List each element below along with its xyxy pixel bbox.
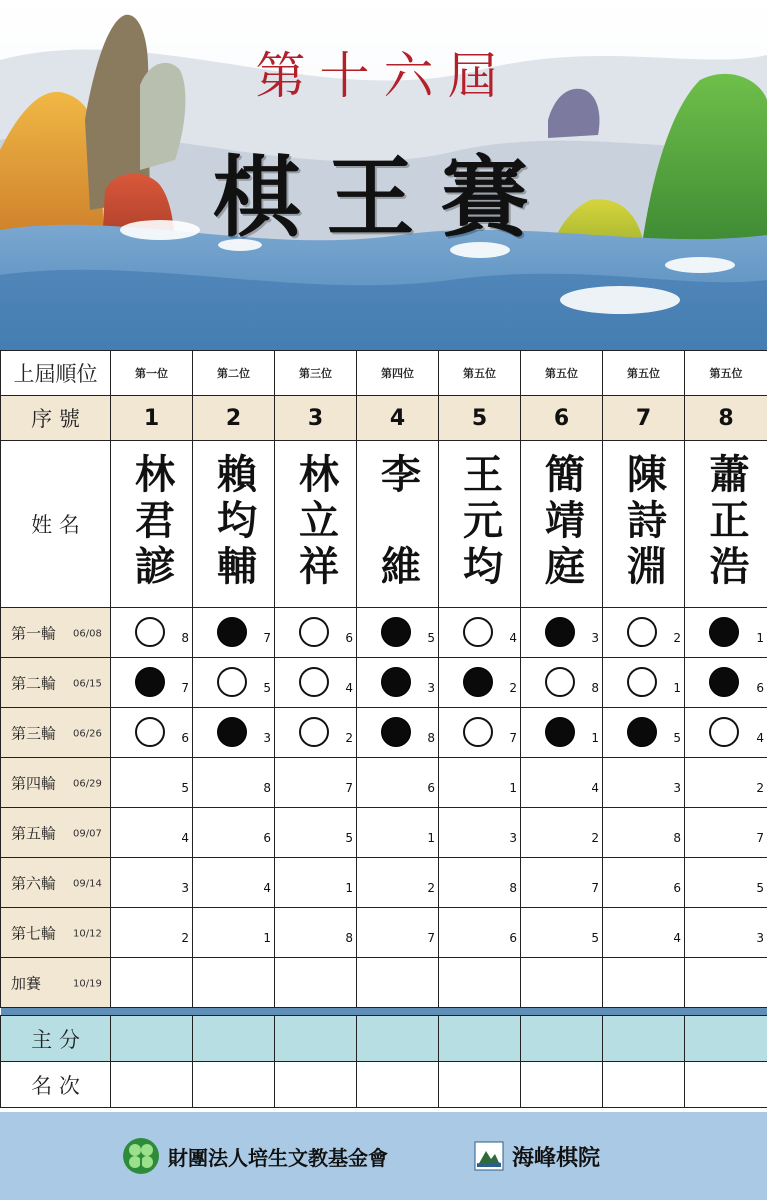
previous-rank-cell: 第五位 — [439, 351, 521, 396]
game-cell[interactable] — [193, 958, 275, 1008]
opponent-number: 6 — [756, 681, 764, 695]
place-row — [1, 1062, 767, 1108]
game-cell[interactable] — [111, 608, 193, 658]
seq-cell: 4 — [357, 396, 439, 441]
game-cell[interactable] — [357, 708, 439, 758]
player-name: 林立祥 — [292, 453, 340, 591]
game-cell[interactable] — [685, 758, 767, 808]
game-cell[interactable] — [357, 658, 439, 708]
opponent-number: 4 — [345, 681, 353, 695]
place-cell[interactable] — [275, 1062, 357, 1108]
white-stone-icon — [709, 717, 739, 747]
opponent-number: 1 — [345, 881, 353, 895]
game-cell[interactable] — [275, 958, 357, 1008]
black-stone-icon — [381, 717, 411, 747]
game-cell[interactable] — [357, 808, 439, 858]
black-stone-icon — [135, 667, 165, 697]
black-stone-icon — [709, 617, 739, 647]
game-cell[interactable] — [193, 658, 275, 708]
game-cell[interactable] — [521, 908, 603, 958]
round-date: 10/12 — [73, 928, 102, 940]
score-cell[interactable] — [521, 1016, 603, 1062]
game-cell[interactable] — [439, 608, 521, 658]
opponent-number: 6 — [673, 881, 681, 895]
game-cell[interactable] — [439, 958, 521, 1008]
round-date: 06/15 — [73, 678, 102, 690]
round-date: 09/07 — [73, 828, 102, 840]
opponent-number: 7 — [181, 681, 189, 695]
opponent-number: 1 — [427, 831, 435, 845]
round-name: 第五輪 — [11, 824, 57, 842]
player-name-cell — [439, 441, 521, 608]
opponent-number: 2 — [673, 631, 681, 645]
round-label — [1, 858, 111, 908]
previous-rank-label: 上屆順位 — [1, 351, 111, 396]
game-cell[interactable] — [275, 658, 357, 708]
academy-logo — [474, 1112, 600, 1200]
game-cell[interactable] — [439, 658, 521, 708]
opponent-number: 5 — [181, 781, 189, 795]
opponent-number: 8 — [591, 681, 599, 695]
name-label: 姓 名 — [1, 441, 111, 608]
round-row — [1, 808, 767, 858]
place-cell[interactable] — [521, 1062, 603, 1108]
white-stone-icon — [299, 667, 329, 697]
game-cell[interactable] — [603, 908, 685, 958]
opponent-number: 4 — [263, 881, 271, 895]
opponent-number: 8 — [181, 631, 189, 645]
player-name: 蕭正浩 — [703, 453, 750, 591]
white-stone-icon — [135, 717, 165, 747]
game-cell[interactable] — [521, 658, 603, 708]
opponent-number: 8 — [509, 881, 517, 895]
opponent-number: 7 — [509, 731, 517, 745]
previous-rank-cell: 第三位 — [275, 351, 357, 396]
previous-rank-cell: 第五位 — [685, 351, 767, 396]
previous-rank-row — [1, 351, 767, 396]
opponent-number: 8 — [263, 781, 271, 795]
foundation-name: 財團法人培生文教基金會 — [168, 1145, 388, 1170]
place-cell[interactable] — [193, 1062, 275, 1108]
game-cell[interactable] — [603, 958, 685, 1008]
game-cell[interactable] — [521, 808, 603, 858]
round-row — [1, 608, 767, 658]
score-cell[interactable] — [603, 1016, 685, 1062]
round-name: 加賽 — [11, 974, 42, 992]
game-cell[interactable] — [111, 808, 193, 858]
opponent-number: 5 — [345, 831, 353, 845]
game-cell[interactable] — [521, 758, 603, 808]
round-date: 06/26 — [73, 728, 102, 740]
game-cell[interactable] — [521, 958, 603, 1008]
seq-row — [1, 396, 767, 441]
player-name: 林君諺 — [128, 453, 176, 591]
place-label: 名 次 — [1, 1062, 111, 1108]
round-label — [1, 708, 111, 758]
game-cell[interactable] — [357, 908, 439, 958]
round-label — [1, 908, 111, 958]
seq-label — [1, 396, 111, 441]
white-stone-icon — [627, 617, 657, 647]
player-name-cell — [357, 441, 439, 608]
opponent-number: 2 — [756, 781, 764, 795]
game-cell[interactable] — [685, 908, 767, 958]
game-cell[interactable] — [685, 958, 767, 1008]
place-cell[interactable] — [685, 1062, 767, 1108]
opponent-number: 1 — [263, 931, 271, 945]
game-cell[interactable] — [603, 708, 685, 758]
opponent-number: 3 — [263, 731, 271, 745]
opponent-number: 1 — [509, 781, 517, 795]
opponent-number: 3 — [509, 831, 517, 845]
opponent-number: 7 — [345, 781, 353, 795]
opponent-number: 3 — [181, 881, 189, 895]
white-stone-icon — [463, 717, 493, 747]
round-name: 第四輪 — [11, 774, 57, 792]
round-name: 第一輪 — [11, 624, 57, 642]
opponent-number: 4 — [756, 731, 764, 745]
game-cell[interactable] — [685, 858, 767, 908]
game-cell[interactable] — [603, 858, 685, 908]
game-cell[interactable] — [439, 858, 521, 908]
tournament-board — [0, 350, 767, 1112]
black-stone-icon — [381, 667, 411, 697]
academy-name: 海峰棋院 — [512, 1144, 601, 1171]
opponent-number: 4 — [591, 781, 599, 795]
white-stone-icon — [217, 667, 247, 697]
game-cell[interactable] — [357, 958, 439, 1008]
round-row — [1, 958, 767, 1008]
opponent-number: 8 — [427, 731, 435, 745]
opponent-number: 3 — [756, 931, 764, 945]
previous-rank-cell: 第五位 — [521, 351, 603, 396]
opponent-number: 6 — [509, 931, 517, 945]
game-cell[interactable] — [193, 758, 275, 808]
player-name: 賴均輔 — [210, 453, 258, 591]
game-cell[interactable] — [685, 808, 767, 858]
place-cell[interactable] — [439, 1062, 521, 1108]
player-name: 簡靖庭 — [538, 453, 586, 591]
round-date: 09/14 — [73, 878, 102, 890]
opponent-number: 2 — [427, 881, 435, 895]
seq-cell: 1 — [111, 396, 193, 441]
game-cell[interactable] — [357, 858, 439, 908]
white-stone-icon — [299, 617, 329, 647]
game-cell[interactable] — [439, 808, 521, 858]
opponent-number: 2 — [509, 681, 517, 695]
opponent-number: 2 — [345, 731, 353, 745]
game-cell[interactable] — [275, 758, 357, 808]
white-stone-icon — [299, 717, 329, 747]
opponent-number: 7 — [427, 931, 435, 945]
score-label: 主 分 — [1, 1016, 111, 1062]
game-cell[interactable] — [111, 858, 193, 908]
previous-rank-cell: 第四位 — [357, 351, 439, 396]
game-cell[interactable] — [439, 708, 521, 758]
previous-rank-cell: 第五位 — [603, 351, 685, 396]
clover-icon — [122, 1137, 160, 1175]
opponent-number: 5 — [756, 881, 764, 895]
opponent-number: 7 — [756, 831, 764, 845]
game-cell[interactable] — [111, 908, 193, 958]
score-cell[interactable] — [439, 1016, 521, 1062]
player-name: 陳詩淵 — [620, 453, 668, 591]
opponent-number: 1 — [591, 731, 599, 745]
round-label — [1, 658, 111, 708]
black-stone-icon — [381, 617, 411, 647]
place-cell[interactable] — [603, 1062, 685, 1108]
edition-title: 第十六屆 — [255, 47, 512, 105]
game-cell[interactable] — [521, 708, 603, 758]
game-cell[interactable] — [685, 608, 767, 658]
game-cell[interactable] — [521, 858, 603, 908]
game-cell[interactable] — [357, 758, 439, 808]
round-row — [1, 908, 767, 958]
game-cell[interactable] — [685, 708, 767, 758]
game-cell[interactable] — [193, 908, 275, 958]
game-cell[interactable] — [357, 608, 439, 658]
white-stone-icon — [135, 617, 165, 647]
opponent-number: 7 — [591, 881, 599, 895]
opponent-number: 5 — [427, 631, 435, 645]
round-name: 第二輪 — [11, 674, 57, 692]
score-cell[interactable] — [275, 1016, 357, 1062]
opponent-number: 4 — [181, 831, 189, 845]
opponent-number: 3 — [591, 631, 599, 645]
previous-rank-cell: 第一位 — [111, 351, 193, 396]
round-label — [1, 608, 111, 658]
score-row — [1, 1016, 767, 1062]
seq-cell: 3 — [275, 396, 357, 441]
foundation-logo — [122, 1112, 388, 1200]
game-cell[interactable] — [193, 608, 275, 658]
opponent-number: 5 — [673, 731, 681, 745]
round-name: 第七輪 — [11, 924, 57, 942]
round-label — [1, 758, 111, 808]
banner — [0, 0, 767, 350]
mountain-logo-icon — [474, 1141, 504, 1171]
player-name: 王元均 — [456, 453, 504, 591]
round-date: 10/19 — [73, 978, 102, 990]
opponent-number: 8 — [345, 931, 353, 945]
game-cell[interactable] — [275, 908, 357, 958]
round-row — [1, 708, 767, 758]
opponent-number: 6 — [181, 731, 189, 745]
score-cell[interactable] — [685, 1016, 767, 1062]
score-cell[interactable] — [357, 1016, 439, 1062]
player-name-cell — [193, 441, 275, 608]
player-name-cell — [685, 441, 767, 608]
opponent-number: 2 — [181, 931, 189, 945]
round-date: 06/29 — [73, 778, 102, 790]
round-name: 第六輪 — [11, 874, 57, 892]
player-name-cell — [603, 441, 685, 608]
game-cell[interactable] — [193, 708, 275, 758]
seq-label-text: 序 號 — [31, 407, 80, 431]
game-cell[interactable] — [521, 608, 603, 658]
white-stone-icon — [545, 667, 575, 697]
game-cell[interactable] — [111, 758, 193, 808]
game-cell[interactable] — [685, 658, 767, 708]
place-cell[interactable] — [357, 1062, 439, 1108]
black-stone-icon — [463, 667, 493, 697]
opponent-number: 4 — [673, 931, 681, 945]
opponent-number: 7 — [263, 631, 271, 645]
score-cell[interactable] — [111, 1016, 193, 1062]
game-cell[interactable] — [111, 958, 193, 1008]
section-divider — [1, 1008, 767, 1016]
game-cell[interactable] — [111, 658, 193, 708]
name-row — [1, 441, 767, 608]
game-cell[interactable] — [603, 808, 685, 858]
pairing-table — [0, 350, 767, 1108]
place-cell[interactable] — [111, 1062, 193, 1108]
section-divider-bar — [1, 1008, 767, 1016]
black-stone-icon — [627, 717, 657, 747]
game-cell[interactable] — [439, 908, 521, 958]
seq-cell: 7 — [603, 396, 685, 441]
opponent-number: 6 — [345, 631, 353, 645]
seq-cell: 6 — [521, 396, 603, 441]
opponent-number: 3 — [427, 681, 435, 695]
game-cell[interactable] — [193, 808, 275, 858]
game-cell[interactable] — [111, 708, 193, 758]
player-name-cell — [111, 441, 193, 608]
player-name: 李 維 — [374, 453, 422, 591]
footer — [0, 1112, 767, 1200]
opponent-number: 8 — [673, 831, 681, 845]
round-row — [1, 658, 767, 708]
game-cell[interactable] — [603, 608, 685, 658]
game-cell[interactable] — [603, 758, 685, 808]
white-stone-icon — [463, 617, 493, 647]
game-cell[interactable] — [275, 858, 357, 908]
round-date: 06/08 — [73, 628, 102, 640]
tournament-title: 棋王賽 — [212, 145, 555, 249]
opponent-number: 1 — [756, 631, 764, 645]
player-name-cell — [521, 441, 603, 608]
seq-cell: 2 — [193, 396, 275, 441]
seq-cell: 8 — [685, 396, 767, 441]
opponent-number: 4 — [509, 631, 517, 645]
seq-cell: 5 — [439, 396, 521, 441]
score-cell[interactable] — [193, 1016, 275, 1062]
game-cell[interactable] — [275, 608, 357, 658]
round-label — [1, 808, 111, 858]
game-cell[interactable] — [439, 758, 521, 808]
black-stone-icon — [545, 717, 575, 747]
opponent-number: 2 — [591, 831, 599, 845]
previous-rank-cell: 第二位 — [193, 351, 275, 396]
black-stone-icon — [709, 667, 739, 697]
game-cell[interactable] — [193, 858, 275, 908]
round-row — [1, 758, 767, 808]
round-row — [1, 858, 767, 908]
black-stone-icon — [217, 617, 247, 647]
game-cell[interactable] — [275, 708, 357, 758]
black-stone-icon — [545, 617, 575, 647]
opponent-number: 6 — [263, 831, 271, 845]
game-cell[interactable] — [275, 808, 357, 858]
black-stone-icon — [217, 717, 247, 747]
opponent-number: 6 — [427, 781, 435, 795]
round-name: 第三輪 — [11, 724, 57, 742]
player-name-cell — [275, 441, 357, 608]
opponent-number: 5 — [591, 931, 599, 945]
round-label — [1, 958, 111, 1008]
white-stone-icon — [627, 667, 657, 697]
opponent-number: 1 — [673, 681, 681, 695]
opponent-number: 3 — [673, 781, 681, 795]
game-cell[interactable] — [603, 658, 685, 708]
opponent-number: 5 — [263, 681, 271, 695]
